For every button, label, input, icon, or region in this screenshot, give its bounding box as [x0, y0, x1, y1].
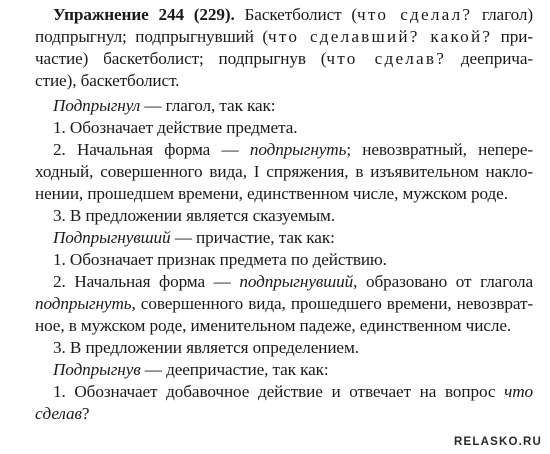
participle-point-2-line-1: 2. Начальная форма — подпрыгнувший, образовано от глагола [53, 272, 533, 291]
verb-point-2-line-3: нении, прошедшем времени, единственном числе, мужском роде. [35, 184, 508, 203]
exercise-question-2: что сделавший? какой? [268, 27, 493, 46]
participle-heading: Подпрыгнувший — причастие, так как: [53, 228, 335, 247]
gerund-term: Подпрыгнув [53, 360, 141, 379]
exercise-title: Упражнение 244 (229). [53, 5, 235, 24]
gerund-heading: Подпрыгнув — деепричастие, так как: [53, 360, 329, 379]
gerund-question-did: сделав [35, 404, 82, 423]
verb-term: Подпрыгнул [53, 96, 141, 115]
participle-term: Подпрыгнувший [53, 228, 171, 247]
participle-point-1: 1. Обозначает признак предмета по действию. [53, 250, 387, 269]
participle-point-2-line-2: подпрыгнуть, совершенного вида, прошедшего времени, невозврат- [35, 294, 533, 313]
exercise-question-3: что сделав? [326, 49, 447, 68]
verb-point-2-line-2: ходный, совершенного вида, I спряжения, в изъявительном накло- [35, 162, 533, 181]
gerund-question-what: что [504, 382, 533, 401]
verb-point-3: 3. В предложении является сказуемым. [53, 206, 336, 225]
participle-source-verb: подпрыгнуть [35, 294, 132, 313]
exercise-line-3: частие) баскетболист; подпрыгнув (что сделав? дееприча- [35, 49, 533, 68]
verb-initial-form: подпрыгнуть [249, 140, 347, 159]
exercise-line-1: Упражнение 244 (229). Баскетболист (что сделал? глагол) [53, 5, 533, 24]
site-watermark: RELASKO.RU [453, 436, 542, 448]
verb-heading: Подпрыгнул — глагол, так как: [53, 96, 276, 115]
verb-point-2-line-1: 2. Начальная форма — подпрыгнуть; невозвратный, непере- [53, 140, 533, 159]
participle-initial-form: подпрыгнувший [239, 272, 354, 291]
gerund-point-1-line-2: сделав? [35, 404, 90, 423]
exercise-line-4: стие), баскетболист. [35, 71, 180, 90]
verb-point-1: 1. Обозначает действие предмета. [53, 118, 298, 137]
exercise-question-1: что сделал? [356, 5, 473, 24]
exercise-line-2: подпрыгнул; подпрыгнувший (что сделавший? какой? при- [35, 27, 533, 46]
gerund-point-1-line-1: 1. Обозначает добавочное действие и отвечает на вопрос что [53, 382, 533, 401]
participle-point-3: 3. В предложении является определением. [53, 338, 359, 357]
participle-point-2-line-3: ное, в мужском роде, именительном падеже, единственном числе. [35, 316, 512, 335]
